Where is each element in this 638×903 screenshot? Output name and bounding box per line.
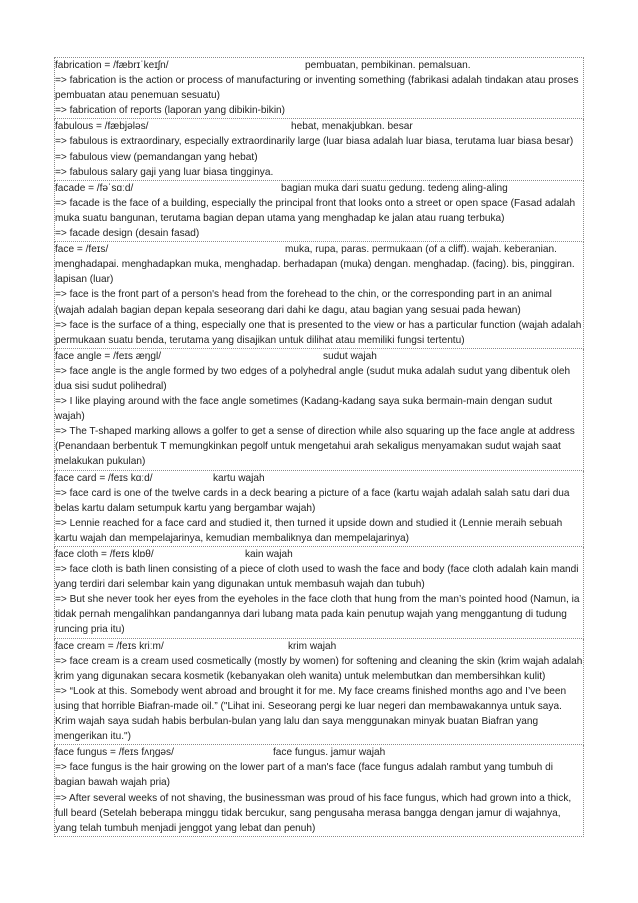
entry-header	[55, 471, 583, 486]
entry-line: => fabulous is extraordinary, especially extraordinarily large (luar biasa adalah luar biasa, terutama luar biasa besar)	[55, 136, 574, 148]
entry-term: face cloth = /feɪs klɒθ/	[55, 549, 154, 560]
dictionary-entry	[54, 181, 584, 242]
entry-line: menghadapai. menghadapkan muka, menghadap. berhadapan (muka) dengan. menghadap. (facing). bis, pinggiran. lapisan (luar)	[55, 259, 575, 286]
entry-meaning: kartu wajah	[213, 472, 265, 484]
entry-meaning: pembuatan, pembikinan. pemalsuan.	[305, 60, 471, 71]
entry-line: => face cloth is bath linen consisting of a piece of cloth used to wash the face and body (face cloth adalah kain mandi yang terdiri dari selembar kain yang digunakan untuk membasuh wajah dan tubuh)	[55, 564, 579, 591]
entry-meaning: hebat, menakjubkan. besar	[291, 121, 413, 133]
entry-line: => But she never took her eyes from the eyeholes in the face cloth that hung from the man’s pointed hood (Namun, ia tidak pernah mengalihkan pandangannya dari lubang mata pada kain penutup wajah yang menggantung di tudung runcing pria itu)	[55, 594, 580, 636]
entry-term: face cream = /feɪs kriːm/	[55, 640, 164, 652]
entry-term: face card = /feɪs kɑːd/	[55, 472, 153, 484]
dictionary-entry	[54, 745, 584, 837]
entry-term: face = /feɪs/	[55, 244, 109, 256]
entry-line: => face cream is a cream used cosmetically (mostly by women) for softening and cleaning the skin (krim wajah adalah krim yang digunakan secara kosmetik (kebanyakan oleh wanita) untuk melembutkan dan membersihkan kulit)	[55, 655, 583, 682]
entry-header	[55, 242, 583, 257]
entry-line: => facade design (desain fasad)	[55, 228, 200, 240]
entry-term: fabulous = /fæbjələs/	[55, 121, 149, 133]
entry-line: => face is the front part of a person's head from the forehead to the chin, or the corresponding part in an animal (wajah adalah bagian depan kepala seseorang dari dahi ke dagu, atau bagian yang sesuai pada hewan)	[55, 289, 552, 316]
entry-line: => fabrication of reports (laporan yang dibikin-bikin)	[55, 105, 286, 117]
entry-meaning: face fungus. jamur wajah	[273, 747, 386, 759]
entry-header	[55, 58, 583, 73]
entry-line: => face fungus is the hair growing on the lower part of a man's face (face fungus adalah rambut yang tumbuh di bagian bawah wajah pria)	[55, 762, 553, 789]
dictionary-page	[54, 57, 584, 837]
entry-line: => face card is one of the twelve cards in a deck bearing a picture of a face (kartu wajah adalah salah satu dari dua belas kartu dalam setumpuk kartu yang bergambar wajah)	[55, 487, 570, 514]
entry-term: face angle = /feɪs æŋgl/	[55, 350, 161, 362]
entry-meaning: sudut wajah	[323, 350, 377, 362]
entry-line: => The T-shaped marking allows a golfer to get a sense of direction while also squaring up the face angle at address (Penandaan berbentuk T memungkinkan pegolf untuk mengetahui arah sekaligus menyamakan sudut wajah saat melakukan pukulan)	[55, 426, 575, 468]
dictionary-entry	[54, 547, 584, 639]
dictionary-entry	[54, 639, 584, 746]
entry-meaning: bagian muka dari suatu gedung. tedeng aling-aling	[281, 182, 508, 194]
entry-meaning: kain wajah	[245, 549, 293, 560]
dictionary-entry	[54, 119, 584, 180]
entry-header	[55, 547, 583, 562]
entry-term: fabrication = /fæbrɪˈkeɪʃn/	[55, 60, 169, 71]
entry-line: => Lennie reached for a face card and studied it, then turned it upside down and studied it (Lennie meraih sebuah kartu wajah dan mempelajarinya, kemudian membaliknya dan mempelajarinya)	[55, 517, 563, 544]
entry-term: facade = /fəˈsɑːd/	[55, 182, 134, 194]
entry-line: => face angle is the angle formed by two edges of a polyhedral angle (sudut muka adalah sudut yang dibentuk oleh dua sisi sudut polihedral)	[55, 365, 571, 392]
entry-meaning: krim wajah	[288, 640, 337, 652]
entry-line: => fabrication is the action or process of manufacturing or inventing something (fabrikasi adalah tindakan atau proses pembuatan atau penemuan sesuatu)	[55, 75, 579, 102]
entry-header	[55, 349, 583, 364]
entry-line: => facade is the face of a building, especially the principal front that looks onto a street or open space (Fasad adalah muka suatu bangunan, terutama bagian depan utama yang menghadap ke jalan atau ruang terbuka)	[55, 197, 576, 224]
entry-line: => “Look at this. Somebody went abroad and brought it for me. My face creams finished months ago and I’ve been using that horrible Biafran-made oil.” ("Lihat ini. Seseorang pergi ke luar negeri dan membawakannya untuk saya. Krim wajah saya sudah habis berbulan-bulan yang lalu dan saya menggunakan minyak buatan Biafran yang mengerikan itu.")	[55, 685, 567, 743]
entry-line: => After several weeks of not shaving, the businessman was proud of his face fungus, which had grown into a thick, full beard (Setelah beberapa minggu tidak bercukur, sang pengusaha merasa bangga dengan jamur di wajahnya, yang telah tumbuh menjadi jenggot yang lebat dan penuh)	[55, 792, 572, 834]
dictionary-entry	[54, 242, 584, 349]
entry-header	[55, 119, 583, 134]
entry-header	[55, 639, 583, 654]
entry-line: => face is the surface of a thing, especially one that is presented to the view or has a particular function (wajah adalah permukaan suatu benda, terutama yang disajikan untuk dilihat atau memiliki fungsi tertentu)	[55, 319, 582, 346]
dictionary-entry	[54, 471, 584, 547]
entry-line: => fabulous view (pemandangan yang hebat)	[55, 151, 258, 163]
entry-line: => I like playing around with the face angle sometimes (Kadang-kadang saya suka bermain-main dengan sudut wajah)	[55, 396, 553, 423]
dictionary-entry	[54, 349, 584, 471]
entry-term: face fungus = /feɪs fʌŋgəs/	[55, 747, 174, 759]
entry-header	[55, 181, 583, 196]
entry-meaning: muka, rupa, paras. permukaan (of a cliff). wajah. keberanian.	[285, 244, 557, 256]
entry-header	[55, 745, 583, 760]
dictionary-entry	[54, 57, 584, 119]
entry-line: => fabulous salary gaji yang luar biasa tingginya.	[55, 166, 274, 178]
